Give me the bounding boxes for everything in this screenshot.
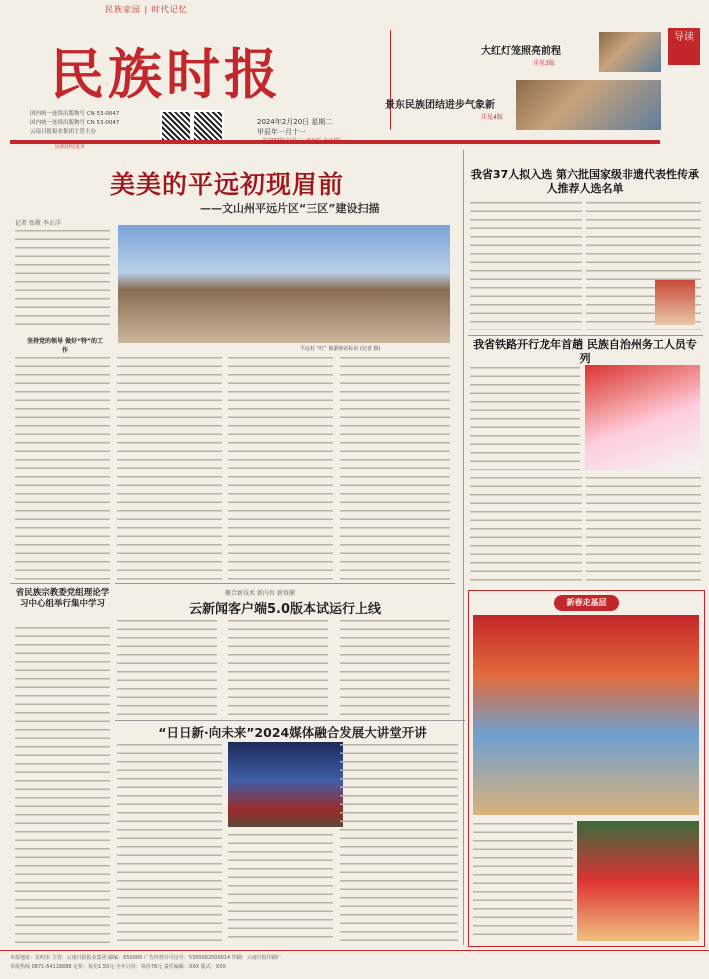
date-text: 2024年2月20日 星期二 [257,118,333,126]
portrait-photo [655,280,695,325]
section-kicker: 聚合新技术 新内容 新资源 [225,590,295,597]
divider [115,583,455,584]
train-workers-photo [585,365,700,470]
right-story-title: 我省铁路开行龙年首趟 民族自治州务工人员专列 [473,338,697,365]
section-title: 坚持党的领导 做好“特”的工作 [27,338,103,354]
section-title: 云新闻客户端5.0版本试运行上线 [188,602,382,617]
photo-caption: 平远村 “红” 旅游驿站标识 (记者 摄) [300,346,381,352]
bar-right: 第2777期 每周二、四出版 今日4版 [262,138,342,144]
feature-label: 新春走基层 [554,595,619,611]
divider [10,583,110,584]
footer-line: 本报热线 0871-64118888 定价：每份1.50元 全年订价：每份78元 责任编辑：XXX 版式：XXX [10,964,226,970]
text-column [228,618,328,718]
text-column [15,228,110,328]
publication-info [30,110,119,137]
promo-see[interactable]: 详见4版 [481,114,503,121]
text-column [470,475,582,585]
section-title: 省民族宗教委党组理论学习中心组举行集中学习 [15,588,110,609]
guide-tab: 导读 [668,28,700,65]
bar-left: 民族团结进步 [55,144,86,150]
text-column [15,625,110,945]
masthead-slogan: 民族家园 | 时代记忆 [105,5,188,14]
promo-title: 景东民族团结进步气象新 [385,100,495,111]
divider [468,335,703,336]
info-line: 国内统一连续出版物号 CN 53-0047 [30,120,120,126]
qr-code-icon [160,110,192,142]
lead-headline: 美美的平远初现眉前 [110,170,345,199]
lead-byline: 记者 张敬 李正洋 [15,220,61,227]
issue-date [257,117,332,137]
lantern-photo [599,32,661,72]
column-divider [463,150,464,945]
lunar-date: 甲辰年一月十一 [257,128,306,136]
promo-see[interactable]: 详见3版 [533,60,555,67]
text-column [228,832,333,942]
masthead [0,0,709,140]
newspaper-logo: 民族时报 [50,42,282,106]
text-column [15,355,110,580]
qr-code-icon [192,110,224,142]
text-column [228,355,333,580]
text-column [470,200,582,330]
right-story-title: 我省37人拟入选 第六批国家级非遗代表性传承人推荐人选名单 [470,168,700,195]
parade-photo [577,821,699,941]
divider [115,720,465,721]
promo-title: 大红灯笼照亮前程 [481,46,561,57]
text-column [586,475,701,585]
festival-dance-photo [473,615,699,815]
footer-line: 本报地址：昆明市 主管：云南日报报业集团 邮编：650000 广告经营许可证号：5300002000014 印刷：云南日报印刷厂 [10,955,282,961]
spring-feature [468,590,705,947]
text-column [473,821,573,941]
text-column [470,365,580,470]
info-line: 云南日报报业集团主管主办 [30,129,97,135]
section-title: “日日新·向未来”2024媒体融合发展大讲堂开讲 [158,725,427,740]
lead-photo [118,225,450,343]
conference-photo [228,742,343,827]
text-column [340,355,450,580]
footer [0,950,709,979]
text-column [340,742,458,942]
lead-subhead: ——文山州平远片区“三区”建设扫描 [200,202,380,215]
info-line: 国内统一连续出版物号 CN 53-0047 [30,111,120,117]
text-column [340,618,450,718]
text-column [117,742,222,942]
text-column [117,355,222,580]
text-column [117,618,217,718]
festival-photo [516,80,661,130]
guide-panel [385,30,661,130]
